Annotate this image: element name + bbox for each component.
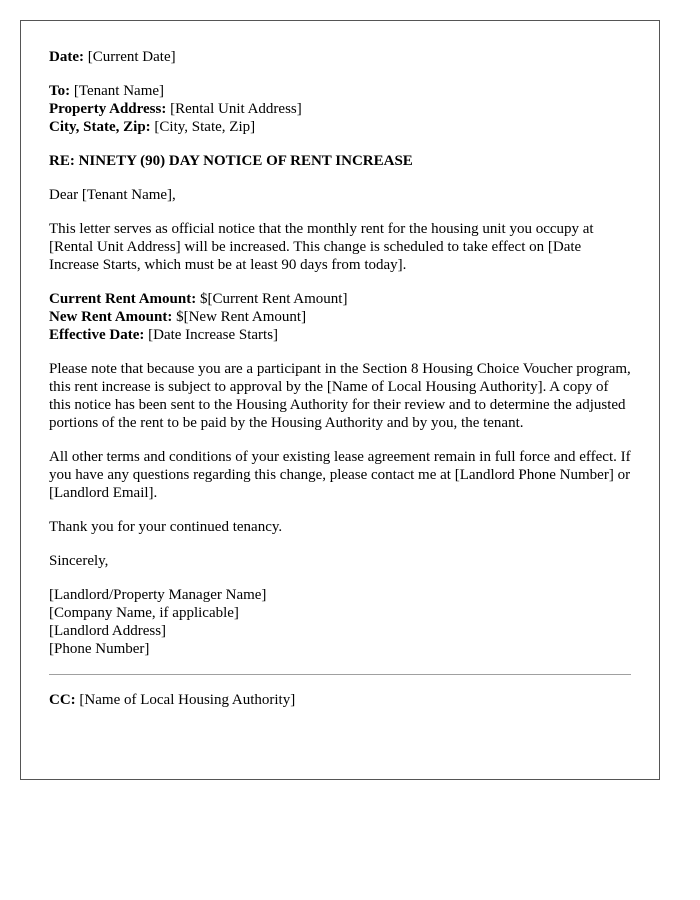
signature-block (49, 586, 631, 658)
property-address-value: [Rental Unit Address] (170, 101, 302, 117)
to-line (49, 82, 631, 100)
city-state-zip-label: City, State, Zip: (49, 119, 151, 135)
current-rent-line (49, 290, 631, 308)
divider (49, 674, 631, 675)
city-state-zip-value: [City, State, Zip] (154, 119, 256, 135)
effective-date-value: [Date Increase Starts] (148, 327, 279, 343)
signature-name: [Landlord/Property Manager Name] (49, 587, 267, 603)
salutation: Dear [Tenant Name], (49, 187, 176, 203)
lease-terms-paragraph: All other terms and conditions of your existing lease agreement remain in full force and effect. If you have any questions regarding this change, please contact me at [Landlord Phone Number] or [Landlord Email]. (49, 449, 631, 501)
property-address-label: Property Address: (49, 101, 167, 117)
date-label: Date: (49, 49, 84, 65)
signature-address: [Landlord Address] (49, 623, 167, 639)
notice-paragraph: This letter serves as official notice that the monthly rent for the housing unit you occupy at [Rental Unit Address] will be increased. This change is scheduled to take effect on [Date Increase Starts, which must be at least 90 days from today]. (49, 221, 594, 273)
rent-increase-notice-letter (20, 20, 660, 780)
cc-label: CC: (49, 692, 76, 708)
current-rent-label: Current Rent Amount: (49, 291, 197, 307)
to-value: [Tenant Name] (73, 83, 165, 99)
cc-value: [Name of Local Housing Authority] (79, 692, 296, 708)
to-label: To: (49, 83, 71, 99)
thanks-line: Thank you for your continued tenancy. (49, 519, 283, 535)
section8-paragraph: Please note that because you are a participant in the Section 8 Housing Choice Voucher program, this rent increase is subject to approval by the [Name of Local Housing Authority]. A copy of this notice has been sent to the Housing Authority for their review and to determine the adjusted portions of the rent to be paid by the Housing Authority and by you, the tenant. (49, 361, 631, 431)
new-rent-label: New Rent Amount: (49, 309, 173, 325)
subject-line: RE: NINETY (90) DAY NOTICE OF RENT INCREASE (49, 153, 413, 169)
signature-phone: [Phone Number] (49, 641, 150, 657)
closing-line: Sincerely, (49, 553, 109, 569)
effective-date-line (49, 326, 631, 344)
new-rent-line (49, 308, 631, 326)
effective-date-label: Effective Date: (49, 327, 145, 343)
city-state-zip-line (49, 118, 631, 136)
recipient-block (49, 82, 631, 136)
property-address-line (49, 100, 631, 118)
signature-company: [Company Name, if applicable] (49, 605, 239, 621)
date-value: [Current Date] (87, 49, 176, 65)
new-rent-value: $[New Rent Amount] (176, 309, 307, 325)
rent-details (49, 290, 631, 344)
current-rent-value: $[Current Rent Amount] (199, 291, 348, 307)
date-line (49, 48, 631, 66)
cc-line (49, 691, 631, 709)
